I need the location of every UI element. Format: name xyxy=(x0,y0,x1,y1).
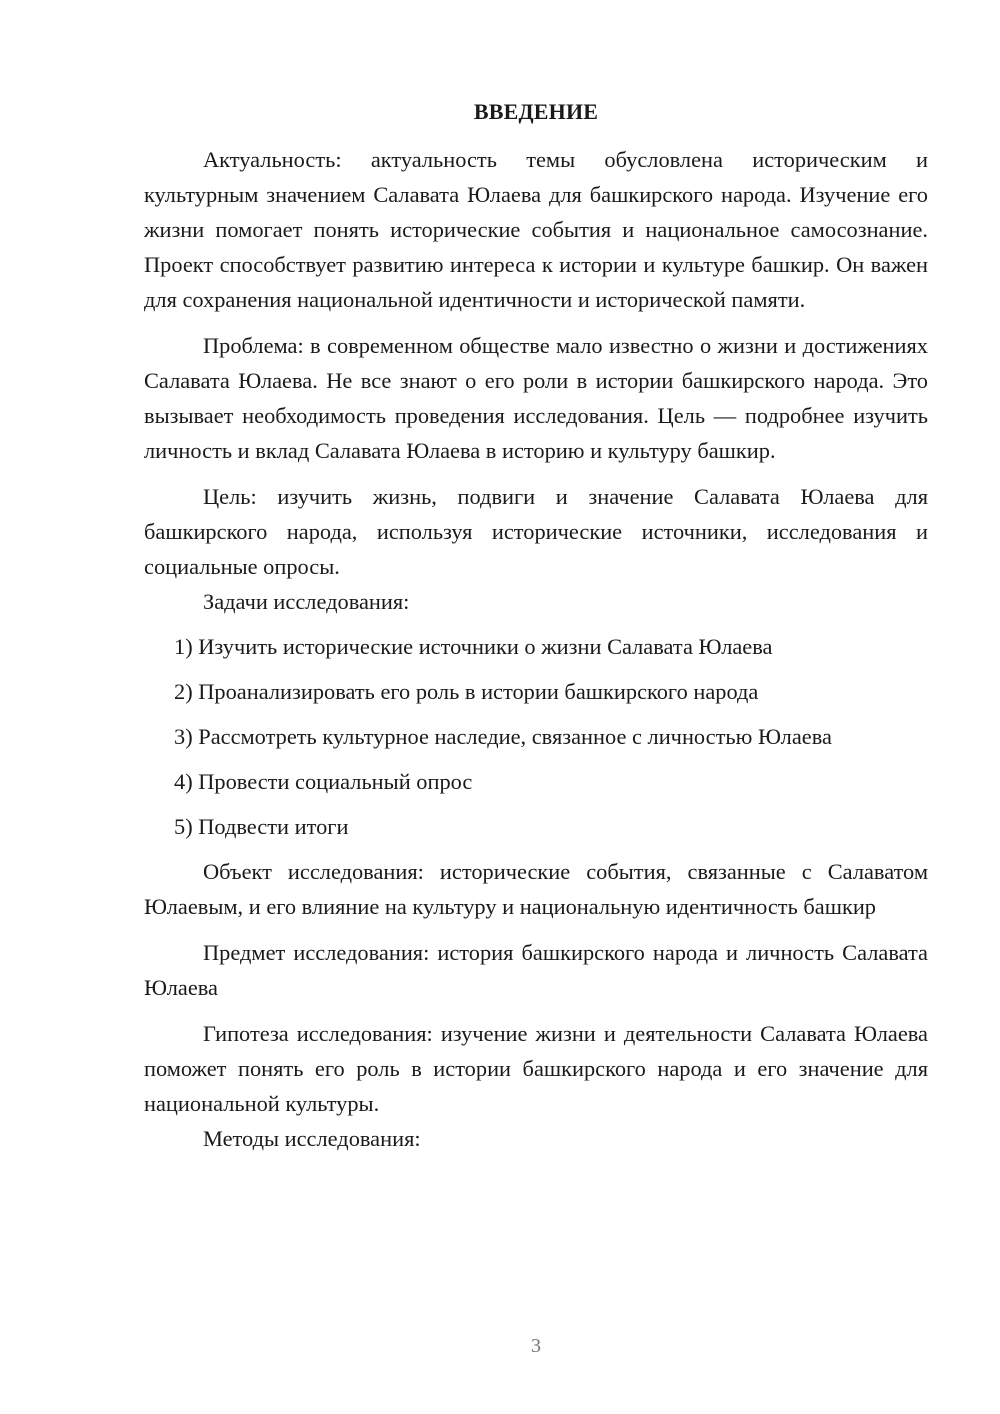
methods-heading: Методы исследования: xyxy=(203,1126,421,1151)
task-item: 4) Провести социальный опрос xyxy=(174,769,473,794)
task-item: 2) Проанализировать его роль в истории башкирского народа xyxy=(174,679,759,704)
paragraph-problem: Проблема: в современном обществе мало известно о жизни и достижениях Салавата Юлаева. Не все знают о его роли в истории башкирского народа. Это вызывает необходимость проведения исследования. Цель — подробнее изучить личность и вклад Салавата Юлаева в историю и культуру башкир. xyxy=(144,333,928,463)
paragraph-relevance: Актуальность: актуальность темы обусловлена историческим и культурным значением Салавата Юлаева для башкирского народа. Изучение его жизни помогает понять исторические события и национальное самосознание. Проект способствует развитию интереса к истории и культуре башкир. Он важен для сохранения национальной идентичности и исторической памяти. xyxy=(144,147,928,312)
task-item: 1) Изучить исторические источники о жизни Салавата Юлаева xyxy=(174,634,773,659)
page-number: 3 xyxy=(531,1335,541,1357)
page-title: ВВЕДЕНИЕ xyxy=(473,99,599,124)
tasks-list xyxy=(144,629,928,844)
paragraph-hypothesis: Гипотеза исследования: изучение жизни и деятельности Салавата Юлаева поможет понять его роль в истории башкирского народа и его значение для национальной культуры. xyxy=(144,1021,928,1116)
task-item: 5) Подвести итоги xyxy=(174,814,349,839)
paragraph-subject: Предмет исследования: история башкирского народа и личность Салавата Юлаева xyxy=(144,940,928,1000)
paragraph-goal: Цель: изучить жизнь, подвиги и значение Салавата Юлаева для башкирского народа, используя исторические источники, исследования и социальные опросы. xyxy=(144,484,928,579)
body-text xyxy=(144,142,928,1156)
task-item: 3) Рассмотреть культурное наследие, связанное с личностью Юлаева xyxy=(174,724,832,749)
paragraph-object: Объект исследования: исторические события, связанные с Салаватом Юлаевым, и его влияние на культуру и национальную идентичность башкир xyxy=(144,859,928,919)
tasks-heading: Задачи исследования: xyxy=(203,589,410,614)
